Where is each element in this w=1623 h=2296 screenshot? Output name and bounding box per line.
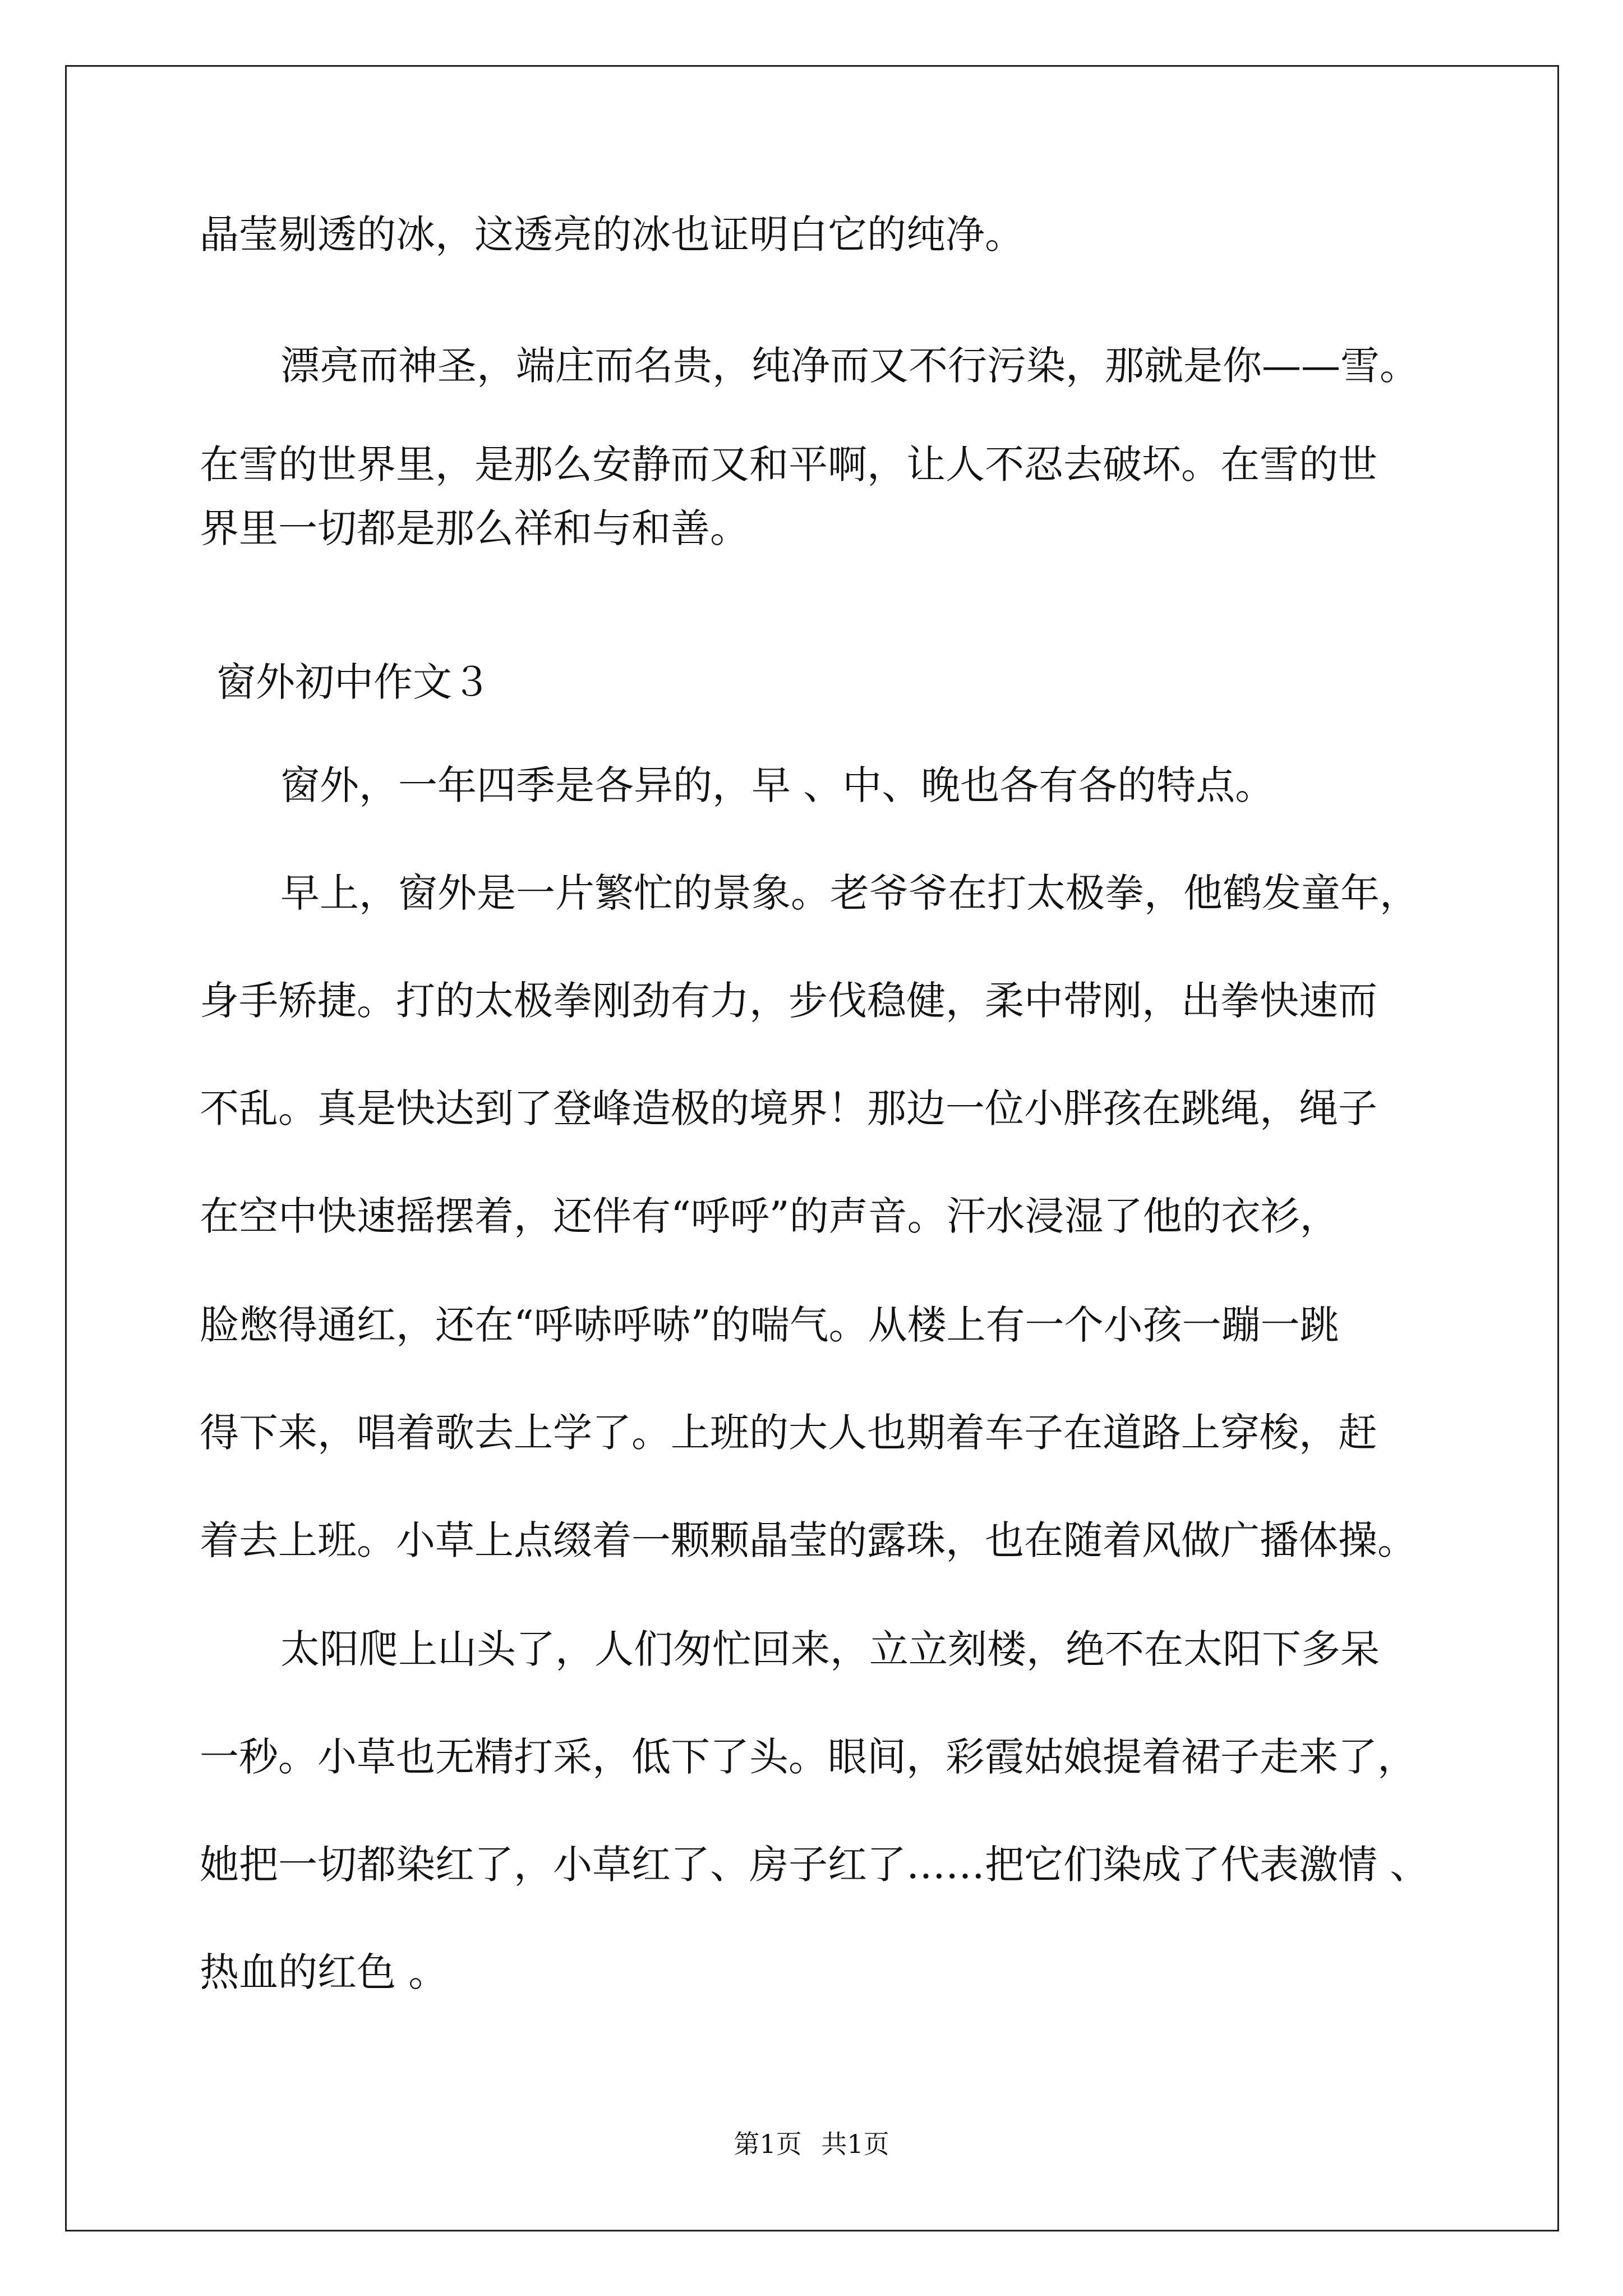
text-line-1: 晶莹剔透的冰，这透亮的冰也证明白它的纯净。 (200, 211, 1024, 257)
paragraph-line-14: 太阳爬上山头了，人们匆忙回来，立立刻楼，绝不在太阳下多呆 (280, 1626, 1380, 1672)
paragraph-line-4: 界里一切都是那么祥和与和善。 (200, 505, 749, 551)
paragraph-line-17: 热血的红色 。 (200, 1949, 448, 1995)
paragraph-line-11: 脸憋得通红，还在“呼哧呼哧”的喘气。从楼上有一个小孩一蹦一跳 (200, 1302, 1339, 1348)
paragraph-line-15: 一秒。小草也无精打采，低下了头。眼间，彩霞姑娘提着裙子走来了， (200, 1734, 1417, 1780)
paragraph-line-2: 漂亮而神圣，端庄而名贵，纯净而又不行污染，那就是你——雪。 (280, 343, 1419, 389)
paragraph-line-7: 早上，窗外是一片繁忙的景象。老爷爷在打太极拳，他鹤发童年， (280, 870, 1419, 916)
paragraph-line-8: 身手矫捷。打的太极拳刚劲有力，步伐稳健，柔中带刚，出拳快速而 (200, 978, 1377, 1024)
paragraph-line-13: 着去上班。小草上点缀着一颗颗晶莹的露珠，也在随着风做广播体操。 (200, 1517, 1417, 1563)
paragraph-line-6: 窗外，一年四季是各异的，早 、中、晚也各有各的特点。 (280, 762, 1275, 808)
paragraph-line-3: 在雪的世界里，是那么安静而又和平啊，让人不忍去破坏。在雪的世 (200, 441, 1377, 487)
paragraph-line-16: 她把一切都染红了，小草红了、房子红了……把它们染成了代表激情 、 (200, 1842, 1430, 1888)
section-heading: 窗外初中作文３ (216, 659, 491, 705)
page-total: 共1页 (821, 2129, 889, 2159)
paragraph-line-10: 在空中快速摇摆着，还伴有“呼呼”的声音。汗水浸湿了他的衣衫， (200, 1193, 1339, 1239)
paragraph-line-9: 不乱。真是快达到了登峰造极的境界！那边一位小胖孩在跳绳，绳子 (200, 1085, 1377, 1131)
paragraph-line-12: 得下来，唱着歌去上学了。上班的大人也期着车子在道路上穿梭，赶 (200, 1410, 1377, 1456)
page-footer (0, 2127, 1623, 2161)
page-number: 第1页 (734, 2129, 802, 2159)
